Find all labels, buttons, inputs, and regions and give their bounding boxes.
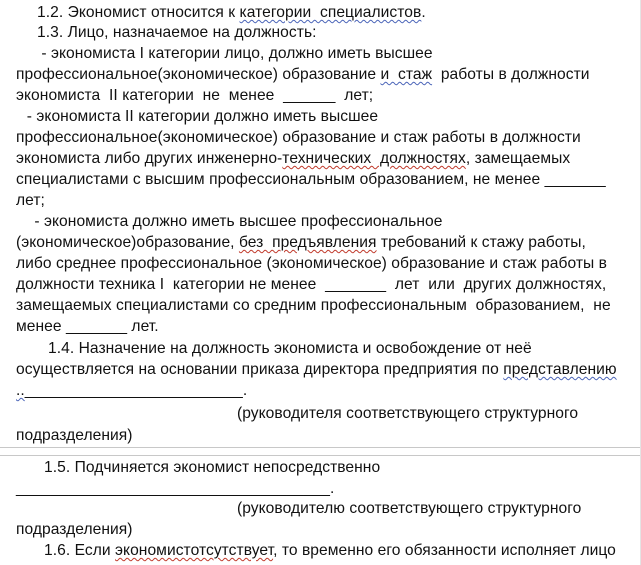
- paragraph-1-4-caption-2: подразделения): [16, 427, 133, 444]
- paragraph-1-5-line-1: 1.5. Подчиняется экономист непосредственно: [44, 459, 381, 476]
- text-run: 1.2. Экономист относится к: [37, 4, 240, 21]
- spellcheck-flagged-text[interactable]: представлению: [503, 361, 617, 378]
- text-run: 1.6. Если: [44, 542, 116, 559]
- category-3-line-6: менее _______ лет.: [16, 318, 159, 335]
- page-break: [0, 447, 641, 456]
- spellcheck-flagged-text[interactable]: без предъявления: [238, 234, 377, 251]
- fill-in-blank[interactable]: _________________________: [24, 382, 243, 399]
- text-run: профессиональное(экономическое) образование: [16, 66, 381, 83]
- paragraph-1-4-line-1: 1.4. Назначение на должность экономиста и освобождение от неё: [48, 340, 532, 357]
- text-run: , замещаемых: [465, 150, 571, 167]
- spellcheck-flagged-text[interactable]: и стаж: [380, 66, 433, 83]
- text-run: (экономическое)образование,: [16, 234, 239, 251]
- paragraph-1-6: [44, 540, 616, 561]
- text-run: .: [242, 382, 248, 399]
- spellcheck-flagged-text[interactable]: ..: [16, 382, 25, 399]
- category-1-line-2: [16, 64, 590, 85]
- paragraph-1-4-line-2: [16, 359, 617, 380]
- category-1-line-3: экономиста II категории не менее ______ лет;: [16, 87, 374, 104]
- paragraph-1-4-line-3: [16, 380, 247, 401]
- text-run: , то временно его обязанности исполняет лицо: [273, 542, 616, 559]
- paragraph-1-5-caption: (руководителю соответствующего структурного: [237, 500, 582, 517]
- category-3-line-5: замещаемых специалистами со средним профессиональным образованием, не: [16, 297, 611, 314]
- category-3-line-1: - экономиста должно иметь высшее профессиональное: [30, 213, 443, 230]
- category-2-line-2: профессиональное(экономическое) образование и стаж работы в должности: [16, 129, 581, 146]
- text-run: экономиста либо других инженерно-: [16, 150, 283, 167]
- text-run: осуществляется на основании приказа директора предприятия по: [16, 361, 504, 378]
- text-run: .: [330, 480, 335, 497]
- category-2-line-4: специалистами с высшим профессиональным образованием, не менее _______: [16, 171, 606, 188]
- text-run: .: [421, 4, 426, 21]
- paragraph-1-5-caption-2: подразделения): [16, 521, 133, 538]
- spellcheck-flagged-text[interactable]: категории специалистов: [239, 4, 422, 21]
- spellcheck-flagged-text[interactable]: экономистотсутствует: [115, 542, 274, 559]
- paragraph-1-3-title: 1.3. Лицо, назначаемое на должность:: [37, 24, 317, 41]
- category-2-line-1: - экономиста II категории должно иметь высшее: [18, 108, 379, 125]
- fill-in-blank[interactable]: ____________________________________: [16, 480, 331, 497]
- category-1-line-1: - экономиста I категории лицо, должно иметь высшее: [37, 45, 433, 62]
- paragraph-1-5-line-2: [16, 478, 334, 499]
- paragraph-1-4-caption: (руководителя соответствующего структурного: [237, 405, 579, 422]
- category-2-line-5: лет;: [16, 192, 45, 209]
- category-2-line-3: [16, 148, 570, 169]
- text-run: требований к стажу работы,: [376, 234, 586, 251]
- text-run: работы в должности: [432, 66, 590, 83]
- category-3-line-4: должности техника I категории не менее _______ лет или других должностях,: [16, 276, 607, 293]
- category-3-line-3: либо среднее профессиональное (экономическое) образование и стаж работы в: [16, 255, 607, 272]
- spellcheck-flagged-text[interactable]: технических должностях: [282, 150, 466, 167]
- paragraph-1-2: [37, 2, 426, 23]
- category-3-line-2: [16, 232, 586, 253]
